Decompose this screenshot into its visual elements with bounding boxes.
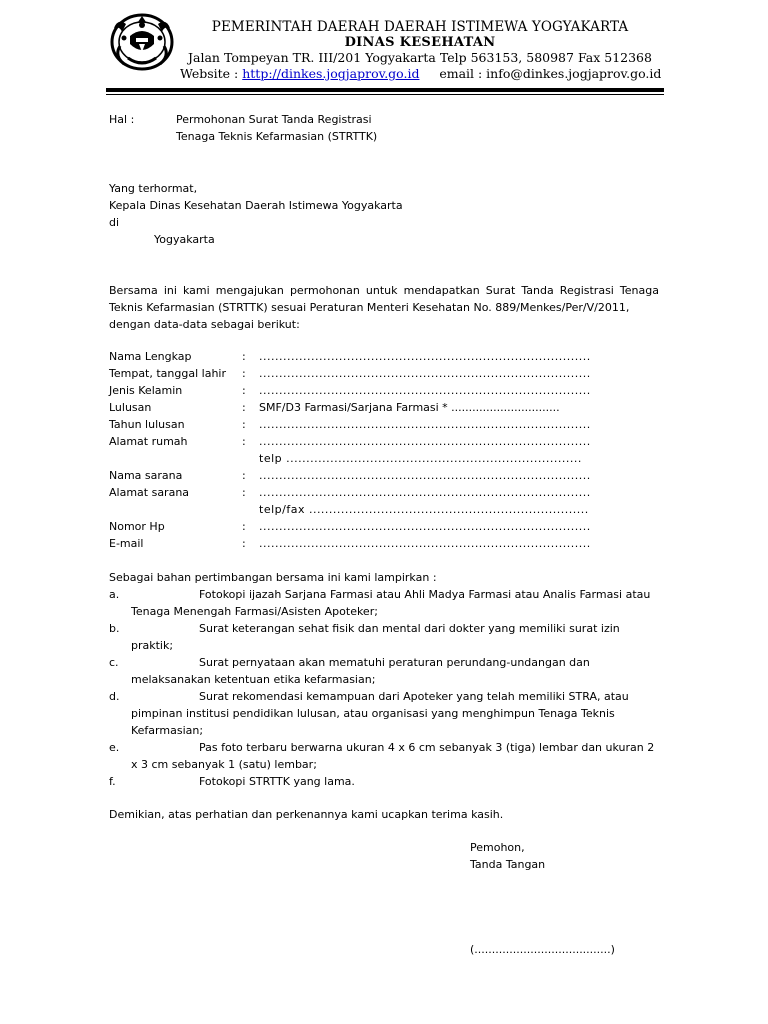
field-value-lulusan[interactable]: SMF/D3 Farmasi/Sarjana Farmasi * ............................... xyxy=(259,401,560,414)
field-telpfax[interactable]: telp/fax ...................................................................... xyxy=(259,503,589,516)
subject-line-1: Permohonan Surat Tanda Registrasi xyxy=(176,113,372,126)
field-colon: : xyxy=(242,401,246,414)
signature-applicant: Pemohon, xyxy=(470,841,525,854)
letterhead-divider-thin xyxy=(106,94,664,95)
list-item: Surat keterangan sehat fisik dan mental dari dokter yang memiliki surat izin praktik; xyxy=(131,622,620,652)
field-colon: : xyxy=(242,384,246,397)
subject-label: Hal : xyxy=(109,113,135,126)
field-label: Lulusan xyxy=(109,401,152,414)
coat-of-arms-logo xyxy=(106,10,178,74)
greeting: Yang terhormat, xyxy=(109,182,198,195)
list-item: Surat rekomendasi kemampuan dari Apoteker yang telah memiliki STRA, atau pimpinan institusi pendidikan lulusan, atau organisasi yang menghimpun Tenaga Teknis Kefarmasian; xyxy=(131,690,629,737)
field-label: Tahun lulusan xyxy=(109,418,185,431)
list-marker: e. xyxy=(109,741,120,754)
email-text: email : info@dinkes.jogjaprov.go.id xyxy=(439,66,662,81)
field-blank[interactable]: ................................................................................... xyxy=(259,435,591,448)
signature-name-blank[interactable]: (.......................................) xyxy=(470,943,615,956)
field-label: Nama sarana xyxy=(109,469,183,482)
signature-label: Tanda Tangan xyxy=(470,858,546,871)
field-blank[interactable]: ................................................................................... xyxy=(259,469,591,482)
field-colon: : xyxy=(242,367,246,380)
attachments-intro: Sebagai bahan pertimbangan bersama ini kami lampirkan : xyxy=(109,571,437,584)
list-item: Surat pernyataan akan mematuhi peraturan perundang-undangan dan melaksanakan ketentuan etika kefarmasian; xyxy=(131,656,590,686)
field-colon: : xyxy=(242,418,246,431)
field-blank[interactable]: ................................................................................... xyxy=(259,486,591,499)
website-label: Website : xyxy=(180,66,243,81)
field-label: Jenis Kelamin xyxy=(109,384,183,397)
field-colon: : xyxy=(242,537,246,550)
letterhead xyxy=(180,20,660,82)
field-blank[interactable]: ................................................................................... xyxy=(259,367,591,380)
list-marker: f. xyxy=(109,775,116,788)
field-blank[interactable]: ................................................................................... xyxy=(259,384,591,397)
field-colon: : xyxy=(242,435,246,448)
list-item: Fotokopi STRTTK yang lama. xyxy=(199,775,355,788)
list-marker: b. xyxy=(109,622,120,635)
intro-last-line: dengan data-data sebagai berikut: xyxy=(109,318,300,331)
field-label: Nomor Hp xyxy=(109,520,165,533)
addressee-di: di xyxy=(109,216,120,229)
list-item: Pas foto terbaru berwarna ukuran 4 x 6 cm sebanyak 3 (tiga) lembar dan ukuran 2 x 3 cm sebanyak 1 (satu) lembar; xyxy=(131,741,655,771)
list-marker: a. xyxy=(109,588,120,601)
addressee-city: Yogyakarta xyxy=(154,233,215,246)
field-label: Tempat, tanggal lahir xyxy=(109,367,226,380)
field-colon: : xyxy=(242,486,246,499)
field-blank[interactable]: ................................................................................... xyxy=(259,418,591,431)
field-label: Alamat rumah xyxy=(109,435,188,448)
letterhead-agency: DINAS KESEHATAN xyxy=(344,35,496,50)
field-label: E-mail xyxy=(109,537,144,550)
list-item: Fotokopi ijazah Sarjana Farmasi atau Ahli Madya Farmasi atau Analis Farmasi atau Tenaga Menengah Farmasi/Asisten Apoteker; xyxy=(131,588,651,618)
addressee-to: Kepala Dinas Kesehatan Daerah Istimewa Yogyakarta xyxy=(109,199,403,212)
closing-sentence: Demikian, atas perhatian dan perkenannya kami ucapkan terima kasih. xyxy=(109,808,504,821)
list-marker: d. xyxy=(109,690,120,703)
field-colon: : xyxy=(242,350,246,363)
field-colon: : xyxy=(242,520,246,533)
intro-paragraph xyxy=(109,282,659,333)
letterhead-divider-thick xyxy=(106,88,664,92)
field-blank[interactable]: ................................................................................... xyxy=(259,537,591,550)
letterhead-contact xyxy=(180,66,660,82)
subject-line-2: Tenaga Teknis Kefarmasian (STRTTK) xyxy=(176,130,378,143)
field-telp[interactable]: telp .......................................................................... xyxy=(259,452,582,465)
field-blank[interactable]: ................................................................................... xyxy=(259,350,591,363)
field-blank[interactable]: ................................................................................... xyxy=(259,520,591,533)
list-marker: c. xyxy=(109,656,119,669)
field-label: Alamat sarana xyxy=(109,486,190,499)
intro-body: Bersama ini kami mengajukan permohonan untuk mendapatkan Surat Tanda Registrasi Tenaga Teknis Kefarmasian (STRTTK) sesuai Peraturan Menteri Kesehatan No. 889/Menkes/Per/V/2011, xyxy=(109,284,659,314)
field-colon: : xyxy=(242,469,246,482)
letterhead-government: PEMERINTAH DAERAH DAERAH ISTIMEWA YOGYAKARTA xyxy=(211,19,629,35)
letterhead-address: Jalan Tompeyan TR. III/201 Yogyakarta Telp 563153, 580987 Fax 512368 xyxy=(188,50,652,65)
website-link[interactable]: http://dinkes.jogjaprov.go.id xyxy=(242,66,420,81)
field-label: Nama Lengkap xyxy=(109,350,192,363)
